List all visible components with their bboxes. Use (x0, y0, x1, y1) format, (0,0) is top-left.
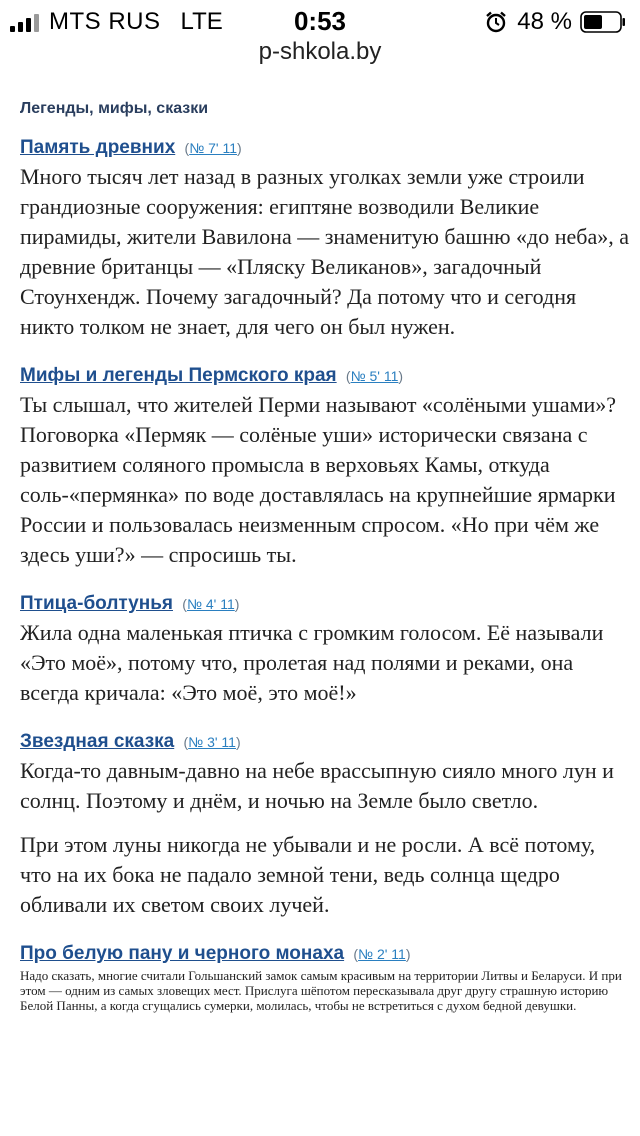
article-meta (353, 946, 410, 962)
article-headline (20, 364, 630, 388)
address-bar[interactable]: p-shkola.by (258, 38, 382, 65)
issue-link[interactable]: № 4' 11 (186, 596, 235, 612)
article-headline (20, 592, 630, 616)
status-right (485, 8, 626, 36)
meta-open: ( (183, 734, 189, 750)
article-paragraph: При этом луны никогда не убывали и не росли. А всё потому, что на их бока не падало земной тени, ведь солнца щедро обливали их светом своих лучей. (20, 832, 596, 917)
carrier-name: MTS RUS (49, 8, 161, 35)
issue-link[interactable]: № 3' 11 (188, 734, 236, 750)
article-headline (20, 730, 630, 754)
meta-close: ) (234, 596, 240, 612)
article-meta (182, 596, 239, 612)
battery-percent: 48 % (517, 8, 572, 35)
article-meta (346, 368, 403, 384)
meta-open: ( (182, 596, 187, 612)
page-content (20, 100, 630, 1035)
status-time: 0:53 (293, 6, 347, 36)
article-title-link[interactable]: Мифы и легенды Пермского края (20, 365, 337, 386)
article-meta (185, 140, 242, 156)
battery-icon (580, 11, 626, 33)
article-title-link[interactable]: Про белую пану и черного монаха (20, 943, 345, 964)
article-item (20, 730, 630, 920)
article-paragraph: Много тысяч лет назад в разных уголках земли уже строили грандиозные сооружения: египтяне возводили Великие пирамиды, жители Вавилона — знаменитую башню «до неба», а древние британцы — «Пляску Великанов», загадочный Стоунхендж. Почему загадочный? Да потому что и сегодня никто толком не знает, для чего он был нужен. (20, 164, 629, 339)
meta-close: ) (405, 946, 411, 962)
article-item (20, 592, 630, 708)
article-item (20, 364, 630, 570)
alarm-icon (485, 11, 507, 33)
meta-open: ( (184, 140, 190, 156)
network-type: LTE (180, 8, 223, 35)
meta-open: ( (345, 368, 351, 384)
article-paragraph: Жила одна маленькая птичка с громким голосом. Её называли «Это моё», потому что, пролетая над полями и реками, она всегда кричала: «Это моё, это моё!» (20, 620, 604, 705)
issue-link[interactable]: № 2' 11 (358, 946, 406, 962)
article-title-link[interactable]: Память древних (20, 137, 176, 158)
article-title-link[interactable]: Звездная сказка (20, 731, 175, 752)
article-headline (20, 136, 630, 160)
meta-close: ) (235, 734, 241, 750)
article-paragraph: Когда-то давным-давно на небе врассыпную сияло много лун и солнц. Поэтому и днём, и ночью на Земле было светло. (20, 758, 614, 813)
meta-close: ) (237, 140, 242, 156)
article-title-link[interactable]: Птица-болтунья (20, 593, 173, 614)
article-headline (20, 942, 630, 966)
article-item (20, 942, 630, 1013)
article-item (20, 136, 630, 342)
meta-close: ) (398, 368, 404, 384)
article-excerpt: Надо сказать, многие считали Гольшанский замок самым красивым на территории Литвы и Беларуси. И при этом — одним из самых зловещих мест. Прислуга шёпотом пересказывала друг другу страшную историю Белой Панны, а когда сгущались сумерки, молилась, чтобы не встретиться с духом бедной девушки. (20, 968, 622, 1013)
article-paragraph: Ты слышал, что жителей Перми называют «солёными ушами»? Поговорка «Пермяк — солёные уши» исторически связана с развитием соляного промысла в верховьях Камы, откуда соль-«пермянка» по воде доставлялась на крупнейшие ярмарки России и пользовалась неизменным спросом. «Но при чём же здесь уши?» — спросишь ты. (20, 392, 617, 567)
meta-open: ( (353, 946, 359, 962)
status-bar (0, 0, 640, 40)
issue-link[interactable]: № 5' 11 (350, 368, 399, 384)
issue-link[interactable]: № 7' 11 (189, 140, 238, 156)
article-meta (184, 734, 241, 750)
section-title: Легенды, мифы, сказки (20, 100, 209, 117)
